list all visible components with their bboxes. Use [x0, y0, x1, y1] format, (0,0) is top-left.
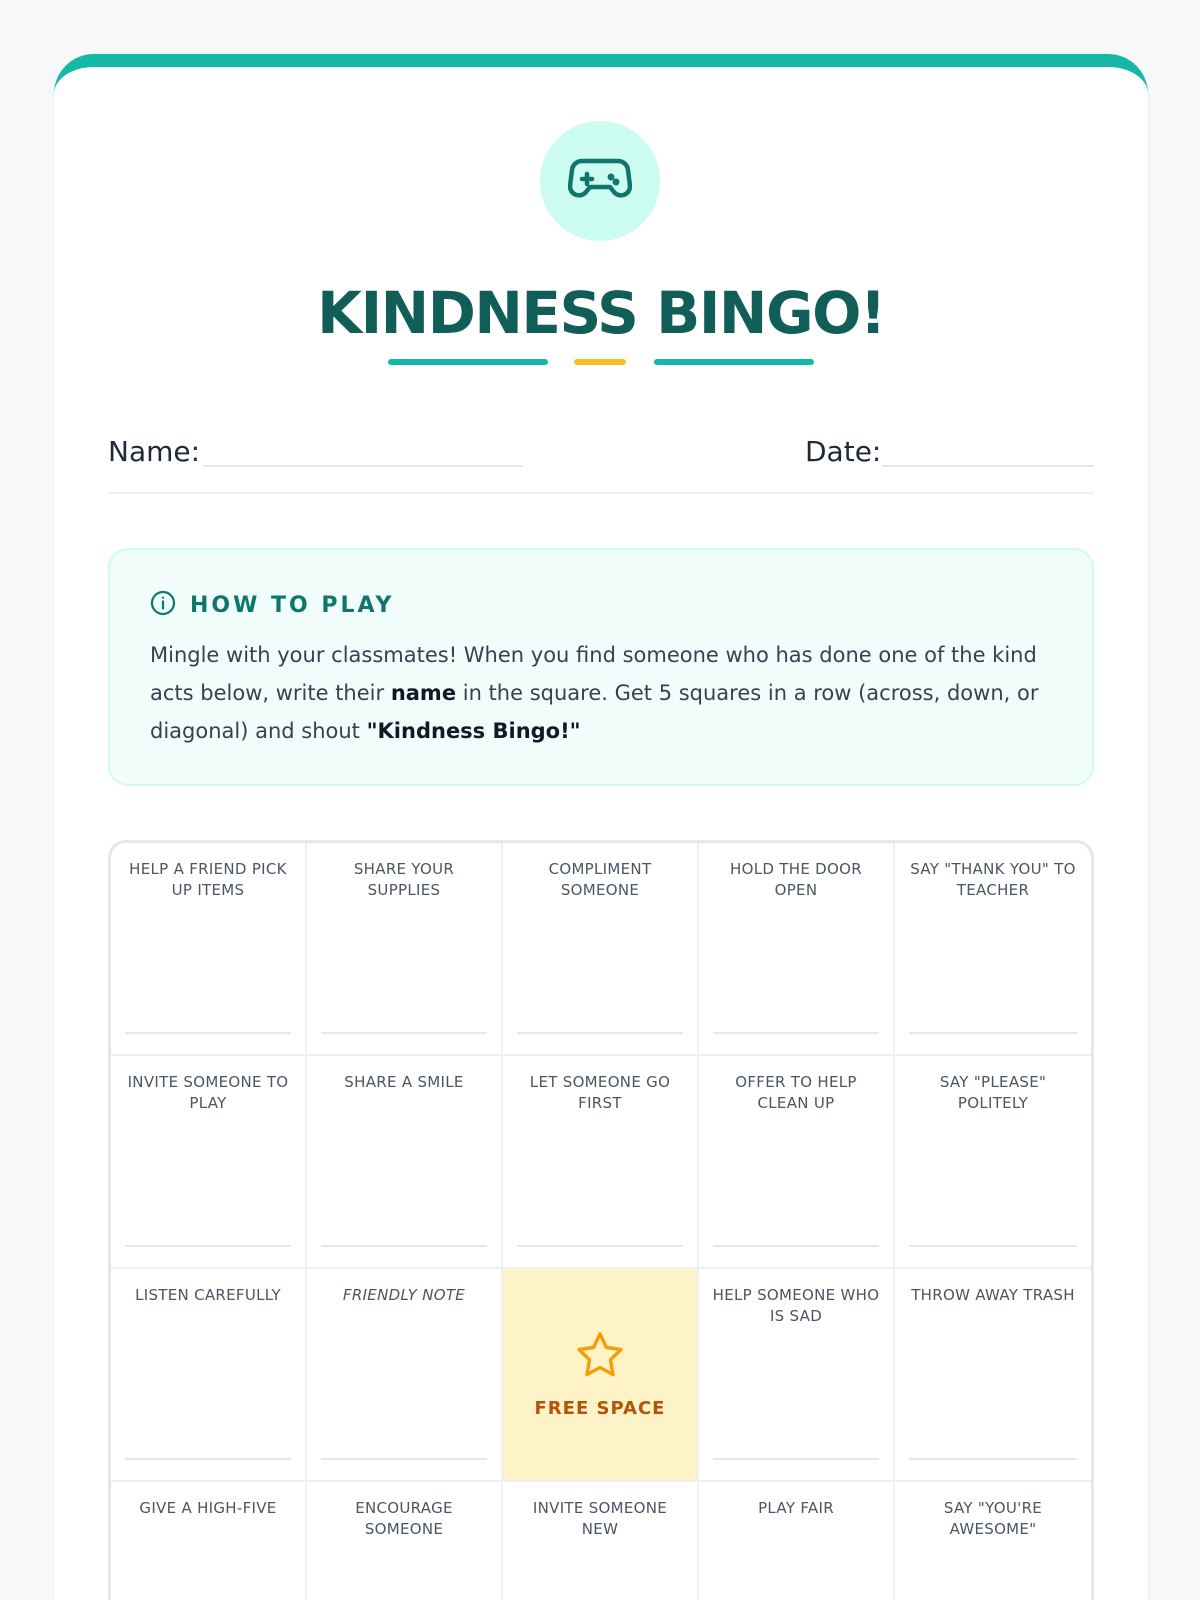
instruction-emphasis: "Kindness Bingo!" — [366, 719, 581, 743]
bingo-cell[interactable] — [307, 1056, 503, 1269]
how-to-play-box — [108, 548, 1094, 786]
info-icon — [150, 590, 176, 620]
bingo-cell[interactable] — [699, 1056, 895, 1269]
bingo-cell[interactable] — [503, 1482, 699, 1600]
bingo-cell[interactable] — [895, 1056, 1091, 1269]
worksheet-card — [54, 54, 1148, 1600]
bingo-cell-prompt: ENCOURAGE SOMEONE — [355, 1499, 453, 1538]
bingo-cell-prompt: SAY "YOU'RE AWESOME" — [943, 1499, 1043, 1538]
instruction-text: in the square. Get 5 squares in a row (across, down, or diagonal) and shout — [150, 681, 1039, 743]
name-write-line — [321, 1245, 487, 1247]
bingo-grid — [108, 840, 1094, 1600]
how-to-play-heading — [150, 590, 394, 620]
name-write-line — [517, 1245, 683, 1247]
date-field[interactable] — [882, 465, 1094, 467]
bingo-cell-prompt: LISTEN CAREFULLY — [135, 1286, 281, 1304]
bingo-cell-prompt: INVITE SOMEONE TO PLAY — [127, 1073, 289, 1112]
bingo-cell-prompt: INVITE SOMEONE NEW — [532, 1499, 668, 1538]
name-write-line — [517, 1032, 683, 1034]
free-space-cell — [503, 1269, 699, 1482]
page-title: KINDNESS BINGO! — [317, 279, 885, 347]
bingo-cell-prompt: PLAY FAIR — [758, 1499, 834, 1517]
logo-badge — [540, 121, 660, 241]
bingo-cell-prompt: SAY "THANK YOU" TO TEACHER — [910, 860, 1076, 899]
title-underline-right — [654, 359, 814, 365]
bingo-cell-prompt: THROW AWAY TRASH — [911, 1286, 1075, 1304]
name-write-line — [125, 1032, 291, 1034]
bingo-cell-prompt: HELP SOMEONE WHO IS SAD — [712, 1286, 880, 1325]
instruction-text: Mingle with your classmates! When you find someone who has done one of the kind acts below, write their — [150, 643, 1037, 705]
how-to-play-title: HOW TO PLAY — [190, 592, 395, 618]
bingo-cell[interactable] — [111, 1056, 307, 1269]
bingo-cell-prompt: LET SOMEONE GO FIRST — [529, 1073, 671, 1112]
bingo-cell-prompt: HELP A FRIEND PICK UP ITEMS — [129, 860, 287, 899]
title-underline-left — [388, 359, 548, 365]
bingo-cell-prompt: SHARE A SMILE — [344, 1073, 464, 1091]
bingo-cell-prompt: SAY "PLEASE" POLITELY — [939, 1073, 1047, 1112]
name-write-line — [125, 1245, 291, 1247]
name-write-line — [125, 1458, 291, 1460]
bingo-cell[interactable] — [895, 1482, 1091, 1600]
bingo-cell[interactable] — [895, 1269, 1091, 1482]
bingo-cell[interactable] — [307, 843, 503, 1056]
star-icon — [574, 1330, 626, 1384]
gamepad-icon — [568, 155, 632, 207]
bingo-cell-prompt: HOLD THE DOOR OPEN — [730, 860, 862, 899]
bingo-cell-prompt: COMPLIMENT SOMEONE — [548, 860, 652, 899]
name-write-line — [909, 1032, 1077, 1034]
bingo-cell[interactable] — [111, 843, 307, 1056]
name-write-line — [713, 1032, 879, 1034]
divider — [108, 492, 1094, 494]
free-space-label: FREE SPACE — [534, 1398, 666, 1419]
bingo-cell[interactable] — [307, 1482, 503, 1600]
bingo-cell-prompt: SHARE YOUR SUPPLIES — [353, 860, 455, 899]
name-write-line — [321, 1458, 487, 1460]
bingo-cell-prompt: GIVE A HIGH-FIVE — [139, 1499, 277, 1517]
name-write-line — [909, 1245, 1077, 1247]
date-label: Date: — [805, 435, 882, 468]
bingo-cell[interactable] — [895, 843, 1091, 1056]
name-write-line — [713, 1245, 879, 1247]
name-write-line — [321, 1032, 487, 1034]
name-write-line — [713, 1458, 879, 1460]
name-label: Name: — [108, 435, 201, 468]
bingo-cell[interactable] — [503, 1056, 699, 1269]
instruction-emphasis: name — [390, 681, 457, 705]
bingo-cell[interactable] — [699, 843, 895, 1056]
bingo-cell[interactable] — [111, 1482, 307, 1600]
how-to-play-text — [150, 636, 1050, 750]
bingo-cell-prompt: FRIENDLY NOTE — [342, 1286, 466, 1304]
title-underline-middle — [574, 359, 626, 365]
bingo-cell[interactable] — [699, 1269, 895, 1482]
bingo-cell-prompt: OFFER TO HELP CLEAN UP — [735, 1073, 857, 1112]
bingo-cell[interactable] — [111, 1269, 307, 1482]
bingo-cell[interactable] — [699, 1482, 895, 1600]
student-info-row — [108, 435, 1094, 475]
name-field[interactable] — [203, 465, 523, 467]
bingo-cell[interactable] — [307, 1269, 503, 1482]
bingo-cell[interactable] — [503, 843, 699, 1056]
name-write-line — [909, 1458, 1077, 1460]
